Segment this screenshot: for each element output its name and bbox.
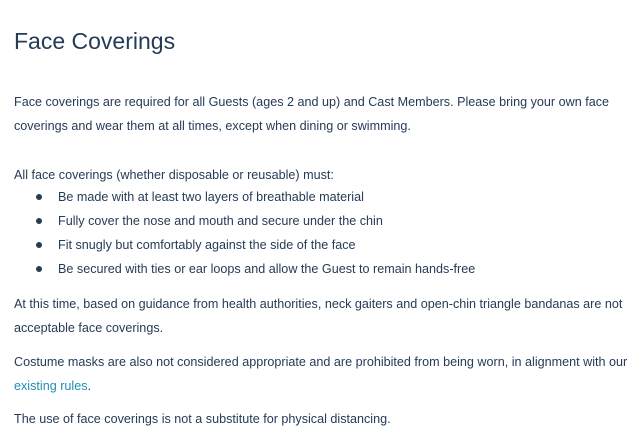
- list-item-text: Be made with at least two layers of breathable material: [58, 190, 364, 204]
- page-title: Face Coverings: [14, 28, 176, 54]
- distancing-paragraph: The use of face coverings is not a substitute for physical distancing.: [14, 412, 391, 426]
- list-item-text: Be secured with ties or ear loops and allow the Guest to remain hands-free: [58, 262, 476, 276]
- bullet-icon: [36, 242, 42, 248]
- requirements-lead: All face coverings (whether disposable or reusable) must:: [14, 168, 334, 182]
- costume-paragraph: [14, 350, 634, 398]
- list-item-text: Fit snugly but comfortably against the side of the face: [58, 238, 356, 252]
- list-item: [36, 233, 475, 257]
- bullet-icon: [36, 194, 42, 200]
- intro-paragraph: Face coverings are required for all Guests (ages 2 and up) and Cast Members. Please bring your own face coverings and wear them at all times, except when dining or swimming.: [14, 95, 610, 133]
- bullet-icon: [36, 218, 42, 224]
- costume-end: .: [87, 379, 91, 393]
- requirements-list: [36, 185, 475, 281]
- existing-rules-link[interactable]: existing rules: [14, 379, 88, 393]
- list-item: [36, 185, 475, 209]
- list-item: [36, 209, 475, 233]
- bullet-icon: [36, 266, 42, 272]
- list-item: [36, 257, 475, 281]
- costume-text: Costume masks are also not considered appropriate and are prohibited from being worn, in alignment with our: [14, 355, 628, 369]
- list-item-text: Fully cover the nose and mouth and secure under the chin: [58, 214, 383, 228]
- gaiters-paragraph: At this time, based on guidance from health authorities, neck gaiters and open-chin triangle bandanas are not acceptable face coverings.: [14, 297, 623, 335]
